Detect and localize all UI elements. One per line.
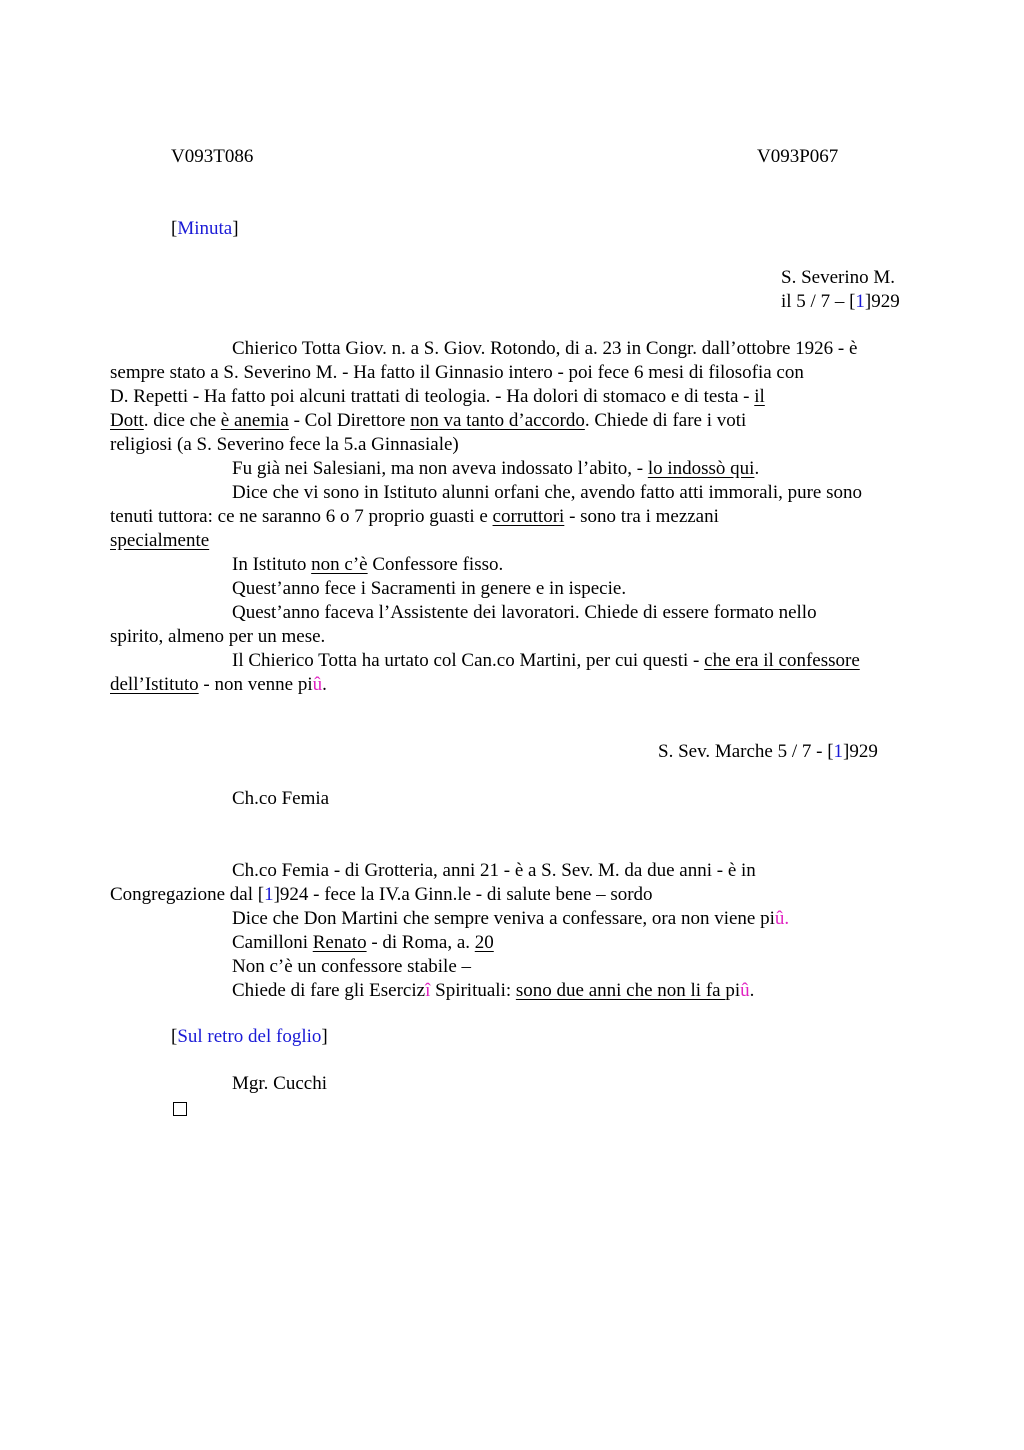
totta-paragraph-4: In Istituto non c’è Confessore fisso.	[232, 554, 504, 575]
totta-paragraph-3: Dice che vi sono in Istituto alunni orfani che, avendo fatto atti immorali, pure sono tenuti tuttora: ce ne saranno 6 o 7 proprio guasti e corruttori - sono tra i mezzani specialmente	[110, 482, 863, 551]
minuta-text: Minuta	[177, 218, 233, 239]
date-line-1: il 5 / 7 – [1]929	[781, 291, 900, 312]
totta-paragraph-6: Quest’anno faceva l’Assistente dei lavoratori. Chiede di essere formato nello spirito, almeno per un mese.	[110, 602, 817, 647]
femia-section	[110, 859, 931, 1003]
retro-text: Sul retro del foglio	[177, 1026, 322, 1047]
document-code-left: V093T086	[171, 146, 254, 167]
date-line-2: S. Sev. Marche 5 / 7 - [1]929	[658, 741, 878, 762]
femia-heading: Ch.co Femia	[232, 788, 330, 809]
totta-paragraph-2: Fu già nei Salesiani, ma non aveva indossato l’abito, - lo indossò qui.	[232, 458, 760, 479]
femia-paragraph-1: Ch.co Femia - di Grotteria, anni 21 - è a S. Sev. M. da due anni - è in Congregazione dal [1]924 - fece la IV.a Ginn.le - di salute bene – sordo	[110, 860, 756, 905]
femia-paragraph-3: Camilloni Renato - di Roma, a. 20	[232, 932, 494, 953]
totta-paragraph-1: Chierico Totta Giov. n. a S. Giov. Rotondo, di a. 23 in Congr. dall’ottobre 1926 - è sempre stato a S. Severino M. - Ha fatto il Ginnasio intero - poi fece 6 mesi di filosofia con D. Repetti - Ha fatto poi alcuni trattati di teologia. - Ha dolori di stomaco e di testa - il Dott. dice che è anemia - Col Direttore non va tanto d’accordo. Chiede di fare i voti religiosi (a S. Severino fece la 5.a Ginnasiale)	[110, 338, 858, 455]
femia-paragraph-2: Dice che Don Martini che sempre veniva a confessare, ora non viene piû.	[232, 908, 790, 929]
femia-paragraph-5: Chiede di fare gli Esercizî Spirituali: sono due anni che non li fa piû.	[232, 980, 755, 1001]
totta-paragraph-7: Il Chierico Totta ha urtato col Can.co Martini, per cui questi - che era il confessore dell’Istituto - non venne piû.	[110, 650, 860, 695]
totta-paragraph-5: Quest’anno fece i Sacramenti in genere e in ispecie.	[232, 578, 627, 599]
totta-section	[110, 337, 931, 697]
femia-paragraph-4: Non c’è un confessore stabile –	[232, 956, 472, 977]
minuta-label: [Minuta]	[171, 218, 239, 239]
retro-label: [Sul retro del foglio]	[171, 1026, 328, 1047]
place-line: S. Severino M.	[781, 267, 895, 288]
cucchi-line: Mgr. Cucchi	[232, 1073, 327, 1094]
empty-square-symbol	[173, 1102, 187, 1116]
document-code-right: V093P067	[757, 146, 839, 167]
